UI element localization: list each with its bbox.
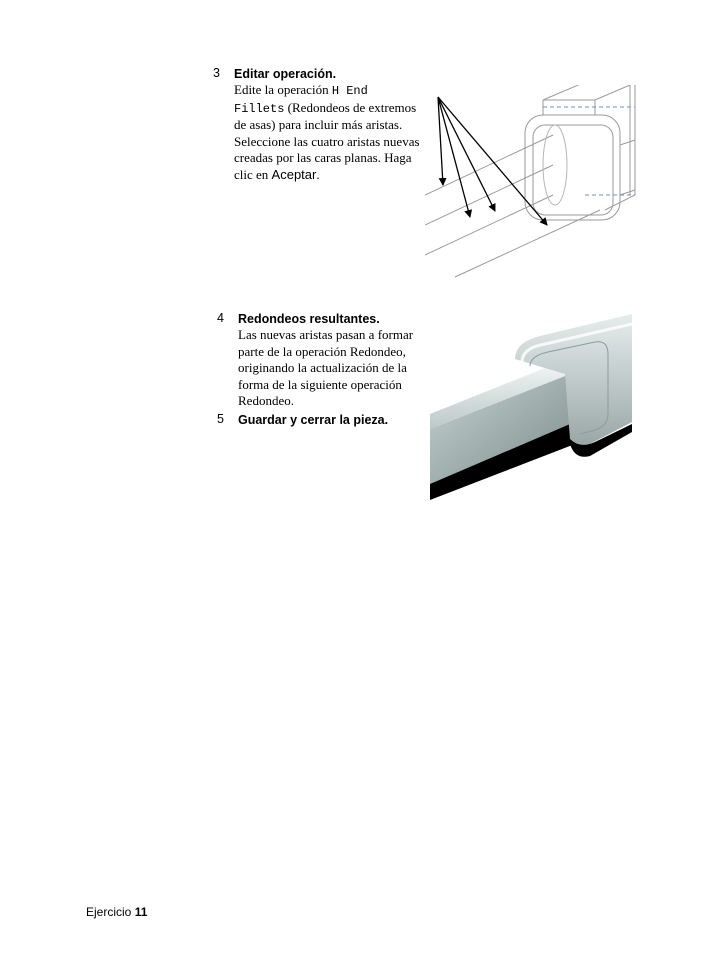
part-wireframe bbox=[425, 85, 635, 277]
button-name: Aceptar bbox=[271, 166, 317, 182]
step-title: Guardar y cerrar la pieza. bbox=[238, 413, 389, 427]
page-footer bbox=[86, 905, 147, 919]
step-body-text: (Redondeos de extremos de asas) para incluir más aristas. Seleccione las cuatro aristas nuevas creadas por las caras planas. Haga clic en bbox=[234, 99, 420, 182]
step-body bbox=[234, 82, 423, 184]
step-body-text: Edite la operación bbox=[234, 82, 332, 97]
feature-name: H End Fillets bbox=[234, 84, 368, 116]
step-4 bbox=[217, 311, 427, 410]
step-body: Las nuevas aristas pasan a formar parte de la operación Redondeo, originando la actualización de la forma de la siguiente operación Redondeo. bbox=[238, 327, 414, 409]
step-body-text: . bbox=[316, 166, 320, 182]
page-number: 11 bbox=[134, 905, 148, 919]
hidden-edges bbox=[543, 107, 635, 195]
arrow-group bbox=[438, 97, 547, 225]
step-3 bbox=[213, 66, 423, 184]
step-number: 4 bbox=[217, 311, 224, 325]
step-title: Editar operación. bbox=[234, 67, 337, 81]
footer-label: Ejercicio bbox=[86, 905, 132, 919]
shaded-part-figure bbox=[430, 314, 632, 500]
arrow bbox=[438, 97, 443, 185]
step-number: 3 bbox=[213, 66, 220, 80]
step-title: Redondeos resultantes. bbox=[238, 312, 380, 326]
step-5 bbox=[217, 412, 427, 428]
step-number: 5 bbox=[217, 412, 224, 426]
wireframe-edges-figure bbox=[425, 85, 640, 285]
